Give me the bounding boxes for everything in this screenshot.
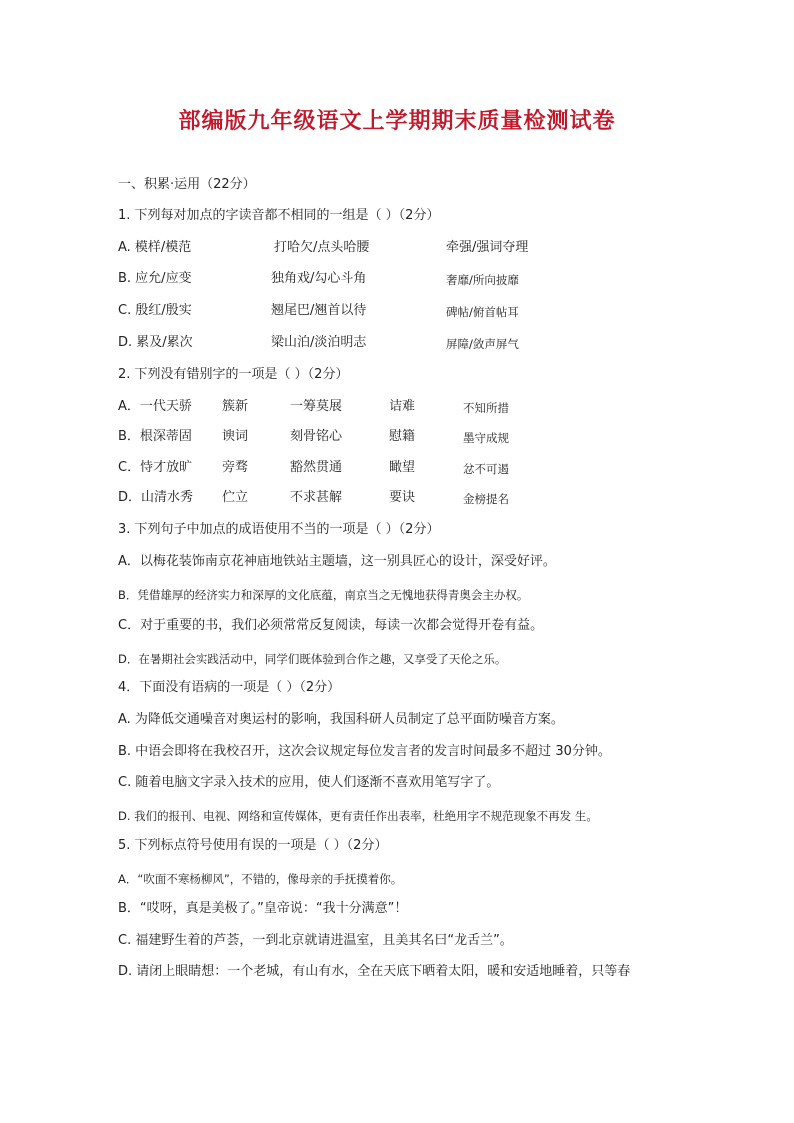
q2-option-c-w4: 瞰望: [389, 460, 416, 475]
q2-option-a-w1: A．一代天骄: [118, 399, 192, 414]
q2-option-c-w5: 忿不可遏: [463, 462, 509, 476]
q5-option-c: C. 福建野生着的芦荟，一到北京就请进温室，且美其名曰“龙舌兰”。: [118, 933, 513, 948]
q4-option-d: D. 我们的报刊、电视、网络和宣传媒体，更有责任作出表率，杜绝用字不规范现象不再发 生。: [118, 809, 598, 823]
q1-option-c-col2: 翘尾巴/翘首以待: [271, 303, 367, 318]
q3-stem: 3. 下列句子中加点的成语使用不当的一项是（ ）（2分）: [118, 522, 440, 537]
q5-option-b: B．“哎呀，真是美极了。”皇帝说：“我十分满意”！: [118, 901, 408, 916]
q5-stem: 5. 下列标点符号使用有误的一项是（ ）（2分）: [118, 838, 388, 853]
q2-option-d-w3: 不求甚解: [290, 490, 343, 505]
q2-option-a-w3: 一筹莫展: [290, 399, 343, 414]
q2-option-a-w4: 诘难: [389, 399, 416, 414]
q4-option-a: A. 为降低交通噪音对奥运村的影响，我国科研人员制定了总平面防噪音方案。: [118, 712, 564, 727]
q2-option-b-w2: 谀词: [222, 429, 249, 444]
q1-option-d-col1: D. 累及/累次: [118, 335, 193, 350]
q2-option-b-w3: 刻骨铭心: [290, 429, 343, 444]
q2-stem: 2. 下列没有错别字的一项是（ ）（2分）: [118, 367, 349, 382]
q2-option-c-w1: C．恃才放旷: [118, 460, 193, 475]
q1-option-b-col3: 奢靡/所向披靡: [446, 273, 519, 287]
q4-option-c: C. 随着电脑文字录入技术的应用，使人们逐渐不喜欢用笔写字了。: [118, 775, 500, 790]
q2-option-b-w4: 慰籍: [389, 429, 416, 444]
q1-stem: 1. 下列每对加点的字读音都不相同的一组是（ ）（2分）: [118, 208, 440, 223]
q4-option-b: B. 中语会即将在我校召开，这次会议规定每位发言者的发言时间最多不超过 30分钟。: [118, 744, 611, 759]
q1-option-c-col1: C. 殷红/殷实: [118, 303, 192, 318]
q1-option-c-col3: 碑帖/俯首帖耳: [446, 305, 519, 319]
q1-option-d-col2: 梁山泊/淡泊明志: [271, 335, 367, 350]
q1-option-a-col2: 打哈欠/点头哈腰: [274, 240, 370, 255]
q2-option-a-w2: 簇新: [222, 399, 249, 414]
q2-option-c-w3: 豁然贯通: [290, 460, 343, 475]
q2-option-b-w5: 墨守成规: [463, 431, 509, 445]
q3-option-b: B．凭借雄厚的经济实力和深厚的文化底蕴，南京当之无愧地获得青奥会主办权。: [118, 588, 529, 602]
q4-stem: 4．下面没有语病的一项是（ ）（2分）: [118, 680, 341, 695]
q1-option-b-col2: 独角戏/勾心斗角: [271, 271, 367, 286]
q2-option-b-w1: B．根深蒂固: [118, 429, 192, 444]
q3-option-a: A．以梅花装饰南京花神庙地铁站主题墙，这一别具匠心的设计，深受好评。: [118, 554, 556, 569]
q1-option-a-col1: A. 模样/模范: [118, 240, 192, 255]
section-heading: 一、积累·运用（22分）: [118, 177, 256, 192]
q1-option-b-col1: B. 应允/应变: [118, 271, 192, 286]
q3-option-d: D．在暑期社会实践活动中，同学们既体验到合作之趣，又享受了天伦之乐。: [118, 652, 507, 666]
q3-option-c: C．对于重要的书，我们必须常常反复阅读，每读一次都会觉得开卷有益。: [118, 618, 544, 633]
q1-option-d-col3: 屏障/敛声屏气: [446, 337, 519, 351]
q2-option-a-w5: 不知所措: [463, 401, 509, 415]
q2-option-c-w2: 旁骛: [222, 460, 249, 475]
q2-option-d-w1: D．山清水秀: [118, 490, 194, 505]
q5-option-d: D. 请闭上眼睛想：一个老城，有山有水，全在天底下晒着太阳，暖和安适地睡着，只等春: [118, 964, 631, 979]
q2-option-d-w4: 要诀: [389, 490, 416, 505]
q1-option-a-col3: 牵强/强词夺理: [446, 240, 529, 255]
q2-option-d-w5: 金榜提名: [463, 492, 509, 506]
q2-option-d-w2: 伫立: [222, 490, 249, 505]
page-title: 部编版九年级语文上学期期末质量检测试卷: [178, 109, 616, 134]
q5-option-a: A．“吹面不寒杨柳风”，不错的，像母亲的手抚摸着你。: [118, 872, 403, 886]
